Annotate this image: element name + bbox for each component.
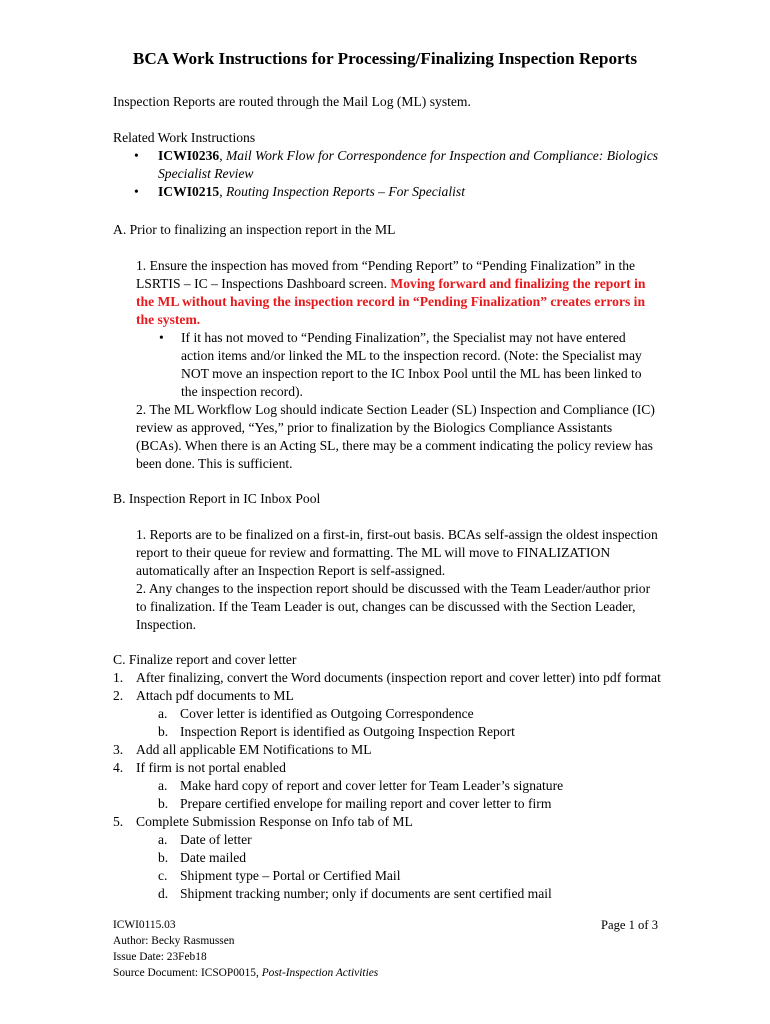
bullet-icon: •: [159, 330, 164, 345]
substep-letter: b.: [158, 850, 169, 865]
section-b-body: [136, 526, 661, 634]
wi-title: Mail Work Flow for Correspondence for Inspection and Compliance: Biologics Specialist Review: [158, 148, 659, 181]
list-item: [113, 759, 673, 777]
substep-text: Cover letter is identified as Outgoing Correspondence: [180, 706, 474, 721]
substep-text: Shipment type – Portal or Certified Mail: [180, 868, 401, 883]
substep-text: Date mailed: [180, 850, 247, 865]
list-item: • ICWI0236, Mail Work Flow for Correspondence for Inspection and Compliance: Biologics Specialist Review: [134, 148, 659, 181]
warning-text: Moving forward and finalizing the report in the ML without having the inspection record in “Pending Finalization” creates errors in the system.: [136, 276, 646, 327]
wi-code: ICWI0236: [158, 148, 220, 163]
bullet-icon: •: [134, 148, 139, 163]
list-item: • ICWI0215, Routing Inspection Reports – For Specialist: [134, 184, 465, 199]
step-text: Complete Submission Response on Info tab of ML: [136, 814, 413, 829]
wi-title: Routing Inspection Reports – For Specialist: [225, 184, 465, 199]
substep-text: Prepare certified envelope for mailing report and cover letter to firm: [180, 796, 552, 811]
list-item: [113, 849, 673, 867]
related-work-instructions: [113, 129, 673, 201]
section-c-heading: C. Finalize report and cover letter: [113, 652, 297, 667]
wi-code: ICWI0215: [158, 184, 220, 199]
step-text: If firm is not portal enabled: [136, 760, 286, 775]
substep-letter: a.: [158, 778, 168, 793]
section-a-step-1: 1. Ensure the inspection has moved from “Pending Report” to “Pending Finalization” in the LSRTIS – IC – Inspections Dashboard screen. Moving forward and finalizing the report in the ML without having the inspection record in “Pending Finalization” creates errors in the system.: [136, 258, 646, 327]
list-item: [113, 687, 673, 705]
substep-letter: a.: [158, 832, 168, 847]
list-item: [113, 795, 673, 813]
related-heading: Related Work Instructions: [113, 130, 256, 145]
issue-date: Issue Date: 23Feb18: [113, 951, 207, 963]
list-item: [113, 813, 673, 831]
list-item: • If it has not moved to “Pending Finalization”, the Specialist may not have entered action items and/or linked the ML to the inspection record. (Note: the Specialist may NOT move an inspection report to the IC Inbox Pool until the ML has been linked to the inspection record).: [159, 330, 642, 399]
list-item: [113, 669, 673, 687]
list-item: [113, 867, 673, 885]
step-number: 5.: [113, 814, 124, 829]
section-c-steps: [113, 669, 673, 903]
substep-text: Shipment tracking number; only if documents are sent certified mail: [180, 886, 552, 901]
substep-text: Date of letter: [180, 832, 252, 847]
substep-letter: d.: [158, 886, 169, 901]
substep-letter: c.: [158, 868, 168, 883]
section-c: [113, 651, 673, 903]
step-text: Attach pdf documents to ML: [136, 688, 294, 703]
list-item: [113, 723, 673, 741]
author: Author: Becky Rasmussen: [113, 935, 235, 947]
step-number: 4.: [113, 760, 124, 775]
step-text: Add all applicable EM Notifications to ML: [136, 742, 372, 757]
step-text: After finalizing, convert the Word documents (inspection report and cover letter) into pdf format: [136, 670, 661, 685]
list-item: [113, 777, 673, 795]
document-title: BCA Work Instructions for Processing/Finalizing Inspection Reports: [132, 49, 638, 68]
section-b-step-2: 2. Any changes to the inspection report should be discussed with the Team Leader/author prior to finalization. If the Team Leader is out, changes can be discussed with the Section Leader, Inspection.: [136, 581, 651, 632]
list-item: [113, 885, 673, 903]
substep-text: Make hard copy of report and cover letter for Team Leader’s signature: [180, 778, 564, 793]
section-a-heading: A. Prior to finalizing an inspection report in the ML: [113, 222, 396, 237]
page-number: Page 1 of 3: [600, 918, 658, 932]
intro-paragraph: Inspection Reports are routed through the Mail Log (ML) system.: [113, 94, 471, 109]
section-b-step-1: 1. Reports are to be finalized on a first-in, first-out basis. BCAs self-assign the oldest inspection report to their queue for review and formatting. The ML will move to FINALIZATION automatically after an Inspection Report is self-assigned.: [136, 527, 658, 578]
list-item: [113, 741, 673, 759]
section-a-step-2: 2. The ML Workflow Log should indicate Section Leader (SL) Inspection and Compliance (IC) review as approved, “Yes,” prior to finalization by the Biologics Compliance Assistants (BCAs). When there is an Acting SL, there may be a comment indicating the policy review has been done. This is sufficient.: [136, 402, 655, 471]
doc-id: ICWI0115.03: [113, 919, 176, 931]
list-item: [113, 705, 673, 723]
section-a-body: [136, 257, 661, 473]
list-item: [113, 831, 673, 849]
substep-letter: b.: [158, 724, 169, 739]
step-number: 2.: [113, 688, 124, 703]
substep-letter: a.: [158, 706, 168, 721]
page-footer: [113, 917, 658, 981]
bullet-icon: •: [134, 184, 139, 199]
substep-text: Inspection Report is identified as Outgoing Inspection Report: [180, 724, 515, 739]
step-number: 3.: [113, 742, 124, 757]
source-document: Source Document: ICSOP0015, Post-Inspection Activities: [113, 967, 379, 979]
substep-letter: b.: [158, 796, 169, 811]
step-number: 1.: [113, 670, 124, 685]
section-b-heading: B. Inspection Report in IC Inbox Pool: [113, 491, 321, 506]
